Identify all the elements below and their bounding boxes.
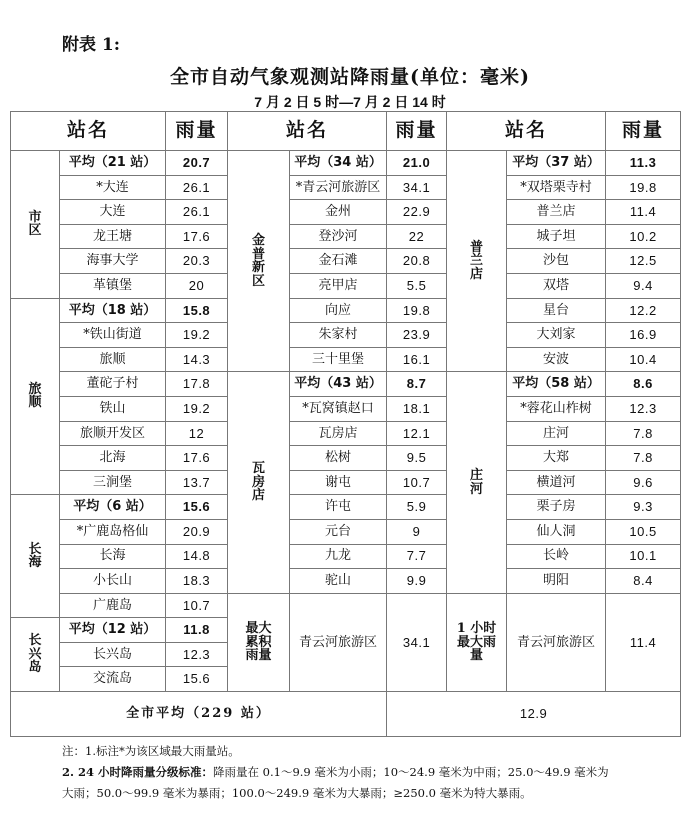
rainfall-value: 7.8 [606,421,681,446]
station-name: 大连 [60,200,166,225]
rainfall-value: 17.6 [166,224,228,249]
station-name: 三涧堡 [60,470,166,495]
average-value: 20.7 [166,151,228,176]
group-jinpu [228,151,290,372]
city-total-label: 全市平均（229 站） [11,692,387,737]
max-hourly-label [447,593,507,691]
rainfall-value: 34.1 [387,175,447,200]
station-name: 长海 [60,544,166,569]
group-name-char: 兴 [28,646,42,662]
table-row [11,593,681,618]
group-name-char: 店 [252,488,266,504]
header-station-2: 站名 [228,112,387,151]
rainfall-value: 17.8 [166,372,228,397]
rainfall-value: 11.4 [606,200,681,225]
table-row [11,249,681,274]
rainfall-value: 12.1 [387,421,447,446]
table-row [11,175,681,200]
footnotes [62,741,672,804]
table-row [11,273,681,298]
appendix-label: 附表 1: [62,35,121,55]
group-name-char: 海 [28,555,42,571]
station-name: 三十里堡 [290,347,387,372]
average-value: 15.6 [166,495,228,520]
table-row [11,372,681,397]
station-name: 金州 [290,200,387,225]
city-total-row [11,692,681,737]
rainfall-value: 26.1 [166,200,228,225]
table-row [11,347,681,372]
group-name-char: 区 [28,223,42,239]
station-name: 广鹿岛 [60,593,166,618]
group-zhuanghe [447,372,507,593]
page-title: 全市自动气象观测站降雨量(单位：毫米) [170,66,530,88]
group-name-char: 庄 [470,467,484,483]
group-changhai [11,495,60,618]
table-row [11,396,681,421]
rainfall-value: 9.9 [387,569,447,594]
table-row [11,495,681,520]
station-name: 双塔 [507,273,606,298]
station-name: 城子坦 [507,224,606,249]
rainfall-value: 7.7 [387,544,447,569]
station-name: 普兰店 [507,200,606,225]
station-name: 革镇堡 [60,273,166,298]
group-name-char: 长 [28,633,42,649]
rainfall-value: 20.8 [387,249,447,274]
group-name-char: 旅 [28,381,42,397]
rainfall-value: 12.3 [166,642,228,667]
group-pulandian [447,151,507,372]
rainfall-value: 26.1 [166,175,228,200]
note-2 [62,762,672,783]
station-name: 大郑 [507,446,606,471]
rainfall-value: 19.2 [166,323,228,348]
station-name: 元台 [290,519,387,544]
max-accum-station: 青云河旅游区 [290,593,387,691]
rainfall-value: 16.1 [387,347,447,372]
average-label: 平均（21 站） [60,151,166,176]
station-name: 旅顺开发区 [60,421,166,446]
header-station-1: 站名 [11,112,166,151]
station-name: 仙人洞 [507,519,606,544]
station-name: 亮甲店 [290,273,387,298]
label-line: 雨量 [245,648,272,664]
station-name: 龙王塘 [60,224,166,249]
group-name-char: 市 [28,209,42,225]
header-rain-2: 雨量 [387,112,447,151]
rainfall-value: 5.9 [387,495,447,520]
rainfall-value: 20 [166,273,228,298]
average-label: 平均（43 站） [290,372,387,397]
label-line: 1 小时 [456,620,497,636]
average-value: 11.8 [166,618,228,643]
max-hourly-value: 11.4 [606,593,681,691]
max-hourly-station: 青云河旅游区 [507,593,606,691]
table-row [11,470,681,495]
station-name: 许屯 [290,495,387,520]
average-label: 平均（18 站） [60,298,166,323]
station-name: 交流岛 [60,667,166,692]
rainfall-value: 7.8 [606,446,681,471]
station-name: 铁山 [60,396,166,421]
group-name-char: 普 [470,239,484,255]
group-name-char: 长 [28,541,42,557]
station-name: 驼山 [290,569,387,594]
rainfall-value: 18.1 [387,396,447,421]
group-name-char: 金 [252,232,266,248]
average-value: 15.8 [166,298,228,323]
label-line: 量 [470,648,484,664]
station-name: 旅顺 [60,347,166,372]
rainfall-value: 9.4 [606,273,681,298]
station-name: 庄河 [507,421,606,446]
station-name: *铁山街道 [60,323,166,348]
station-name: *蓉花山柞树 [507,396,606,421]
rainfall-value: 12.2 [606,298,681,323]
station-name: 横道河 [507,470,606,495]
label-line: 最大 [245,620,272,636]
average-value: 11.3 [606,151,681,176]
rainfall-value: 12.5 [606,249,681,274]
average-value: 8.6 [606,372,681,397]
group-changxingdao [11,618,60,692]
max-accum-label [228,593,290,691]
header-rain-3: 雨量 [606,112,681,151]
table-row [11,200,681,225]
station-name: 金石滩 [290,249,387,274]
average-label: 平均（6 站） [60,495,166,520]
note-2-text: 降雨量在 0.1～9.9 毫米为小雨；10～24.9 毫米为中雨；25.0～49.9 毫米为 [213,765,609,779]
station-name: *双塔栗寺村 [507,175,606,200]
station-name: 朱家村 [290,323,387,348]
max-accum-value: 34.1 [387,593,447,691]
rainfall-value: 10.2 [606,224,681,249]
group-name-char: 河 [470,481,484,497]
note-3: 大雨；50.0～99.9 毫米为暴雨；100.0～249.9 毫米为大暴雨；≥250.0 毫米为特大暴雨。 [62,786,532,800]
rainfall-value: 15.6 [166,667,228,692]
average-label: 平均（34 站） [290,151,387,176]
rainfall-value: 8.4 [606,569,681,594]
rainfall-value: 16.9 [606,323,681,348]
station-name: 北海 [60,446,166,471]
rainfall-value: 10.7 [166,593,228,618]
table-header-row [11,112,681,151]
rainfall-value: 9.3 [606,495,681,520]
note-1: 注：1.标注*为该区域最大雨量站。 [62,744,240,758]
rainfall-value: 14.3 [166,347,228,372]
group-name-char: 岛 [28,660,42,676]
rainfall-value: 17.6 [166,446,228,471]
table-row [11,446,681,471]
average-label: 平均（12 站） [60,618,166,643]
station-name: *广鹿岛格仙 [60,519,166,544]
group-lvshun [11,298,60,495]
station-name: 大刘家 [507,323,606,348]
average-value: 8.7 [387,372,447,397]
station-name: 登沙河 [290,224,387,249]
average-label: 平均（58 站） [507,372,606,397]
group-name-char: 顺 [28,395,42,411]
rainfall-value: 12.3 [606,396,681,421]
table-row [11,421,681,446]
table-row [11,323,681,348]
rainfall-value: 9 [387,519,447,544]
rainfall-value: 5.5 [387,273,447,298]
rainfall-value: 10.1 [606,544,681,569]
station-name: 松树 [290,446,387,471]
rainfall-value: 14.8 [166,544,228,569]
table-row [11,569,681,594]
group-name-char: 房 [252,474,266,490]
table-row [11,224,681,249]
group-name-char: 店 [470,266,484,282]
average-label: 平均（37 站） [507,151,606,176]
rainfall-value: 22.9 [387,200,447,225]
group-name-char: 兰 [470,253,484,269]
table-row [11,151,681,176]
station-name: *瓦窝镇赵口 [290,396,387,421]
rainfall-table [10,111,681,737]
station-name: 董砣子村 [60,372,166,397]
station-name: *大连 [60,175,166,200]
rainfall-value: 10.4 [606,347,681,372]
station-name: *青云河旅游区 [290,175,387,200]
rainfall-value: 10.5 [606,519,681,544]
rainfall-value: 20.9 [166,519,228,544]
station-name: 明阳 [507,569,606,594]
group-name-char: 新 [252,260,266,276]
group-name-char: 瓦 [252,461,266,477]
station-name: 安波 [507,347,606,372]
city-total-value: 12.9 [387,692,681,737]
rainfall-value: 23.9 [387,323,447,348]
time-range-subtitle: 7 月 2 日 5 时—7 月 2 日 14 时 [254,94,446,110]
rainfall-value: 20.3 [166,249,228,274]
rainfall-value: 9.6 [606,470,681,495]
table-row [11,519,681,544]
station-name: 长岭 [507,544,606,569]
group-shiqu [11,151,60,299]
station-name: 小长山 [60,569,166,594]
note-2-heading: 2. 24 小时降雨量分级标准： [62,765,214,779]
station-name: 海事大学 [60,249,166,274]
label-line: 累积 [245,634,272,650]
header-station-3: 站名 [447,112,606,151]
rainfall-value: 9.5 [387,446,447,471]
table-row [11,544,681,569]
station-name: 九龙 [290,544,387,569]
table-row [11,298,681,323]
station-name: 谢屯 [290,470,387,495]
group-name-char: 区 [252,273,266,289]
station-name: 沙包 [507,249,606,274]
header-rain-1: 雨量 [166,112,228,151]
rainfall-value: 19.8 [387,298,447,323]
rainfall-value: 22 [387,224,447,249]
station-name: 长兴岛 [60,642,166,667]
rainfall-value: 19.2 [166,396,228,421]
rainfall-value: 19.8 [606,175,681,200]
station-name: 向应 [290,298,387,323]
rainfall-value: 13.7 [166,470,228,495]
station-name: 栗子房 [507,495,606,520]
average-value: 21.0 [387,151,447,176]
station-name: 瓦房店 [290,421,387,446]
group-wafangdian [228,372,290,593]
rainfall-value: 10.7 [387,470,447,495]
rainfall-value: 12 [166,421,228,446]
group-name-char: 普 [252,246,266,262]
label-line: 最大雨 [457,634,497,650]
rainfall-value: 18.3 [166,569,228,594]
station-name: 星台 [507,298,606,323]
